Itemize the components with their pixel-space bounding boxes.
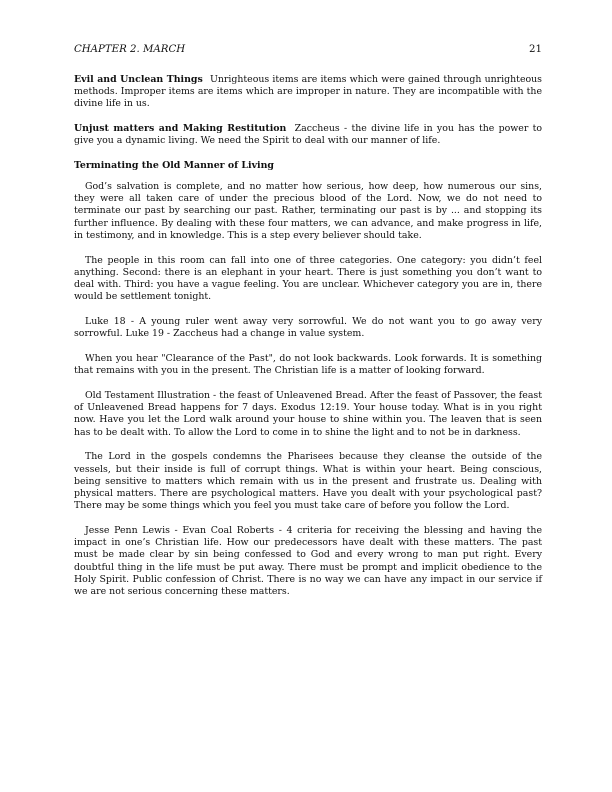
- paragraph-unjust-restitution: [74, 123, 542, 147]
- running-header: [74, 43, 542, 56]
- page-content: [74, 74, 542, 598]
- body-paragraph-6: The Lord in the gospels condemns the Pharisees because they cleanse the outside of the vessels, but their inside is full of corrupt things. What is within your heart. Being conscious, being sensitive to matters which remain with us in the present and frustrate us. Dealing with physical matters. There are psychological matters. Have you dealt with your psychological past? There may be some things which you feel you must take care of before you follow the Lord.: [74, 451, 542, 512]
- body-paragraph-5: Old Testament Illustration - the feast of Unleavened Bread. After the feast of Passover, the feast of Unleavened Bread happens for 7 days. Exodus 12:19. Your house today. What is in you right now. Have you let the Lord walk around your house to shine within you. The leaven that is seen has to be dealt with. To allow the Lord to come in to shine the light and to not be in darkness.: [74, 390, 542, 438]
- page-number: 21: [529, 44, 542, 55]
- document-page: [74, 43, 542, 611]
- paragraph-heading-unjust-restitution: Unjust matters and Making Restitution: [74, 123, 287, 134]
- paragraph-evil-unclean: [74, 74, 542, 111]
- chapter-title: CHAPTER 2. MARCH: [74, 44, 186, 55]
- body-paragraph-2: The people in this room can fall into one of three categories. One category: you didn’t feel anything. Second: there is an elephant in your heart. There is just something you don’t want to deal with. Third: you have a vague feeling. You are unclear. Whichever category you are in, there would be settlement tonight.: [74, 254, 542, 303]
- section-heading: Terminating the Old Manner of Living: [74, 159, 274, 171]
- body-paragraph-1: God’s salvation is complete, and no matter how serious, how deep, how numerous our sins, they were all taken care of under the precious blood of the Lord. Now, we do not need to terminate our past by searching our past. Rather, terminating our past is by ... and stopping its further influence. By dealing with these four matters, we can advance, and make progress in life, in testimony, and in knowledge. This is a step every believer should take.: [74, 181, 542, 241]
- paragraph-heading-evil-unclean: Evil and Unclean Things: [74, 74, 203, 85]
- body-paragraph-7: Jesse Penn Lewis - Evan Coal Roberts - 4 criteria for receiving the blessing and having the impact in one’s Christian life. How our predecessors have dealt with these matters. The past must be made clear by sin being confessed to God and every wrong to man put right. Every doubtful thing in the life must be put away. There must be prompt and implicit obedience to the Holy Spirit. Public confession of Christ. There is no way we can have any impact in our service if we are not serious concerning these matters.: [74, 525, 542, 598]
- body-paragraph-4: When you hear "Clearance of the Past", do not look backwards. Look forwards. It is something that remains with you in the present. The Christian life is a matter of looking forward.: [74, 353, 542, 377]
- body-paragraph-3: Luke 18 - A young ruler went away very sorrowful. We do not want you to go away very sorrowful. Luke 19 - Zaccheus had a change in value system.: [74, 316, 542, 340]
- paragraph-text-unjust-restitution: Zaccheus - the divine life in you has the power to give you a dynamic living. We need the Spirit to deal with our manner of life.: [74, 123, 543, 147]
- paragraph-text-evil-unclean: Unrighteous items are items which were gained through unrighteous methods. Improper items are items which are improper in nature. They are incompatible with the divine life in us.: [74, 74, 542, 110]
